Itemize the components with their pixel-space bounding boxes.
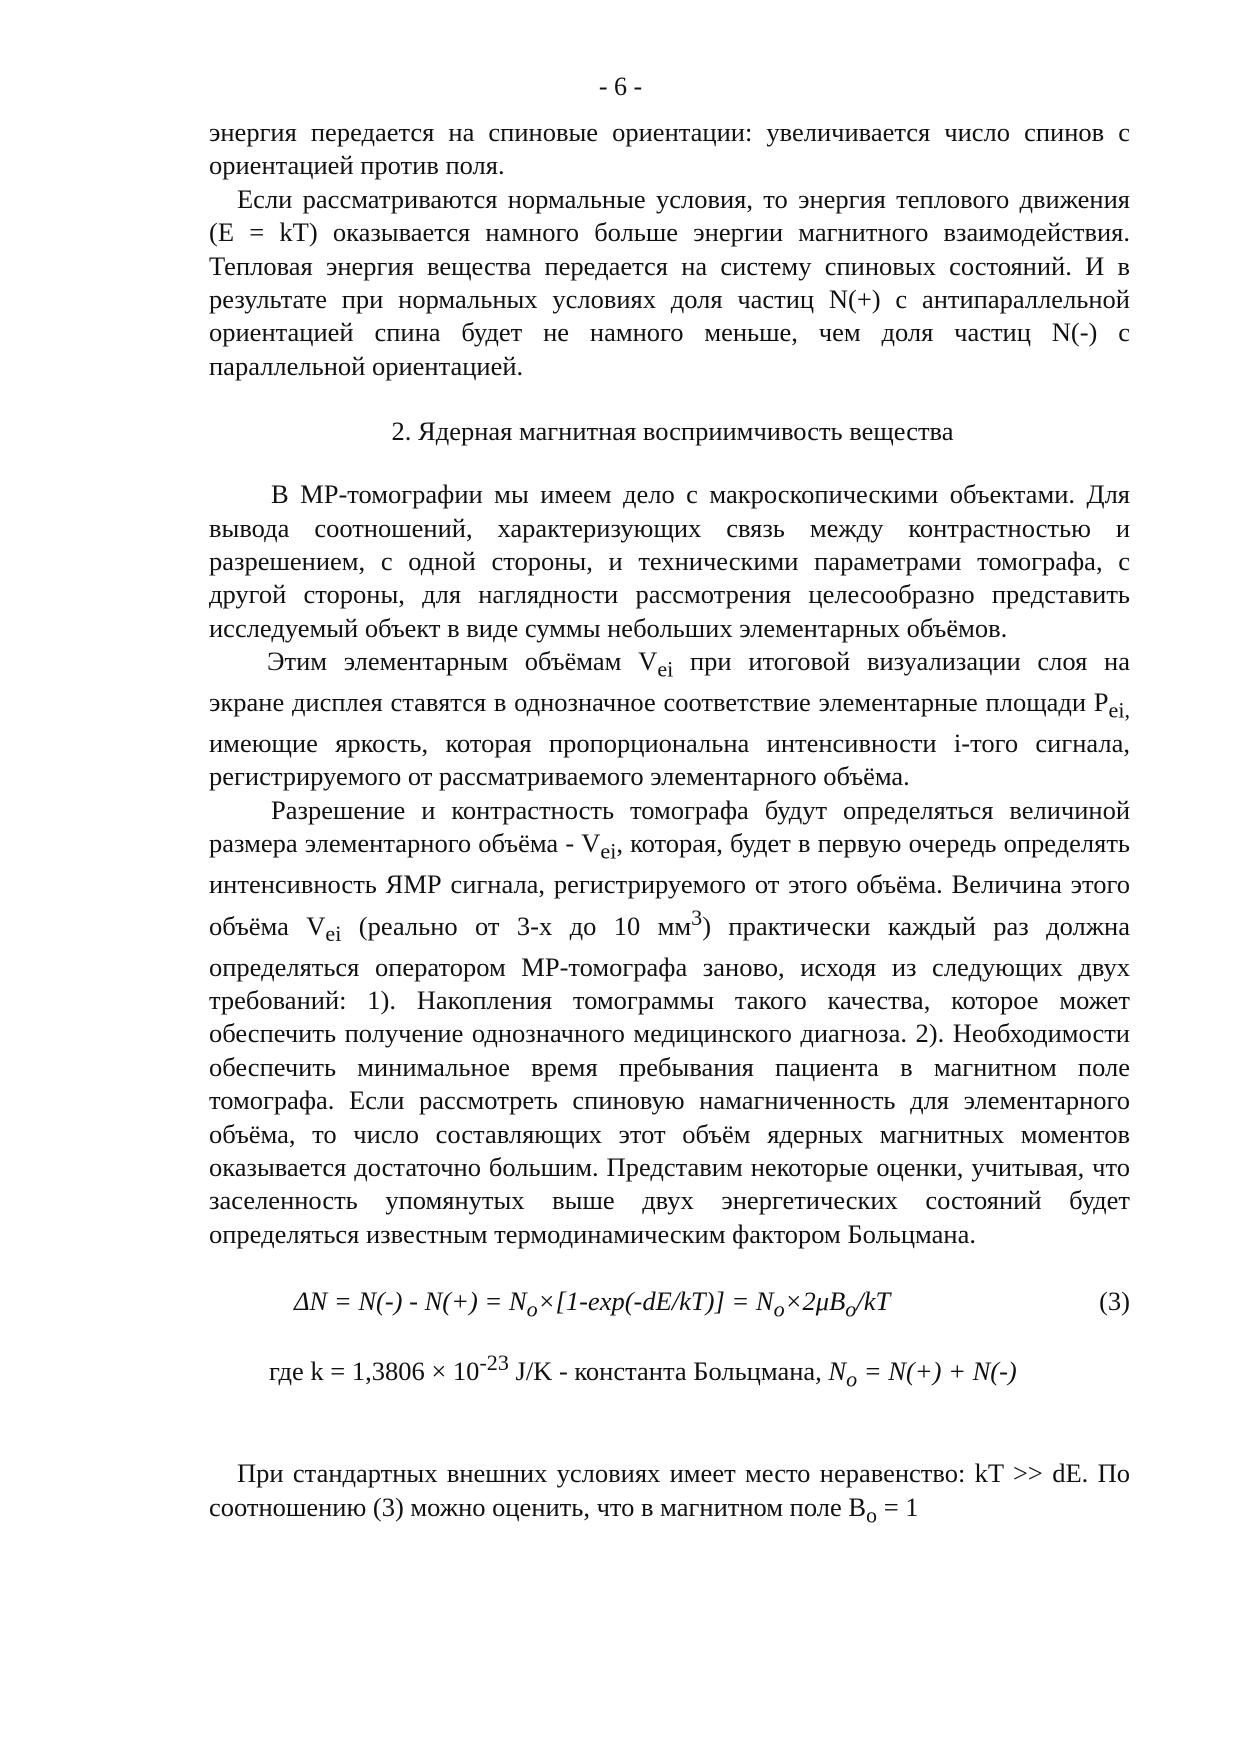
text-run: = 1 [877,1491,919,1522]
text-run: При стандартных внешних условиях имеет место неравенство: kT >> dE. По соотношению (3) можно оценить, что в магнитном поле B [209,1458,1130,1522]
text-run: имеющие яркость, которая пропорциональна интенсивности i-того сигнала, регистрируемого от рассматриваемого элементарного объёма. [209,727,1130,792]
superscript: -23 [479,1350,509,1376]
text-run: где k = 1,3806 × 10 [269,1356,480,1387]
boltzmann-constant-note [209,1343,1130,1399]
paragraph-3: В МР-томографии мы имеем дело с макроскопическими объектами. Для вывода соотношений, характеризующих связь между контрастностью и разрешением, с одной стороны, и техническими параметрами томографа, с другой стороны, для наглядности рассмотрения целесообразно представить исследуемый объект в виде суммы небольших элементарных объёмов. [209,479,1130,643]
paragraph-2: Если рассматриваются нормальные условия, то энергия теплового движения (E = kT) оказывается намного больше энергии магнитного взаимодействия. Тепловая энергия вещества передается на систему спиновых состояний. И в результате при нормальных условиях доля частиц N(+) с антипараллельной ориентацией спина будет не намного меньше, чем доля частиц N(-) с параллельной ориентацией. [209,183,1130,381]
formula-run: ×2μB [784,1286,846,1317]
subscript: o [846,1366,858,1392]
section-heading: 2. Ядерная магнитная восприимчивость вещества [391,416,954,447]
equation-number: (3) [1099,1286,1130,1317]
text-run: Этим элементарным объёмам V [267,646,658,677]
spacer [209,1251,1130,1281]
subscript: ei, [1108,697,1130,723]
text-run: ) практически каждый раз должна определяться оператором МР-томографа заново, исходя из следующих двух требований: 1). Накопления томограммы такого качества, которое может обеспечить получение однозначного медицинского диагноза. 2). Необходимости обеспечить минимальное время пребывания пациента в магнитном поле томографа. Если рассмотреть спиновую намагниченность для элементарного объёма, то число составляющих этот объём ядерных магнитных моментов оказывается достаточно большим. Представим некоторые оценки, учитывая, что заселенность упомянутых выше двух энергетических состояний будет определяться известным термодинамическим фактором Больцмана. [209,910,1130,1249]
text-run: (реально от 3-х до 10 мм [341,910,692,941]
spacer [209,1399,1130,1457]
text-run: J/K - константа Больцмана [508,1356,816,1387]
formula-expression [294,1281,890,1329]
paragraph-1: энергия передается на спиновые ориентации: увеличивается число спинов с ориентацией против поля. [209,117,1130,181]
text-run: , которая, будет в первую очередь определять интенсивность ЯМР сигнала, регистрируемого от этого объёма. Величина этого объёма V [209,827,1130,941]
subscript: ei [657,656,674,682]
formula-run: /kT [856,1286,891,1317]
text-run: = N(+) + N(-) [857,1356,1017,1387]
subscript: o [866,1502,878,1528]
subscript: ei [600,838,617,864]
paragraph-4 [209,645,1130,793]
subscript: o [526,1296,538,1322]
spacer [209,448,1130,478]
page-number: - 6 - [598,72,643,101]
paragraph-6 [209,1457,1130,1531]
subscript: ei [325,921,342,947]
paragraph-5 [209,794,1130,1252]
spacer [209,383,1130,415]
boltzmann-formula [209,1281,1130,1321]
subscript: o [773,1296,785,1322]
formula-run: ΔN = N(-) - N(+) = N [294,1286,527,1317]
formula-run: ×[1-exp(-dE/kT)] = N [537,1286,774,1317]
subscript: o [845,1296,857,1322]
page-body [209,116,1130,1531]
text-run: , N [815,1356,847,1387]
text-run: при итоговой визуализации слоя на экране дисплея ставятся в однозначное соответствие элементарные площади P [209,646,1130,717]
italic-run [815,1356,1017,1392]
superscript: 3 [691,905,703,931]
text-run: Разрешение и контрастность томографа будут определяться величиной размера элементарного объёма - V [209,794,1130,858]
